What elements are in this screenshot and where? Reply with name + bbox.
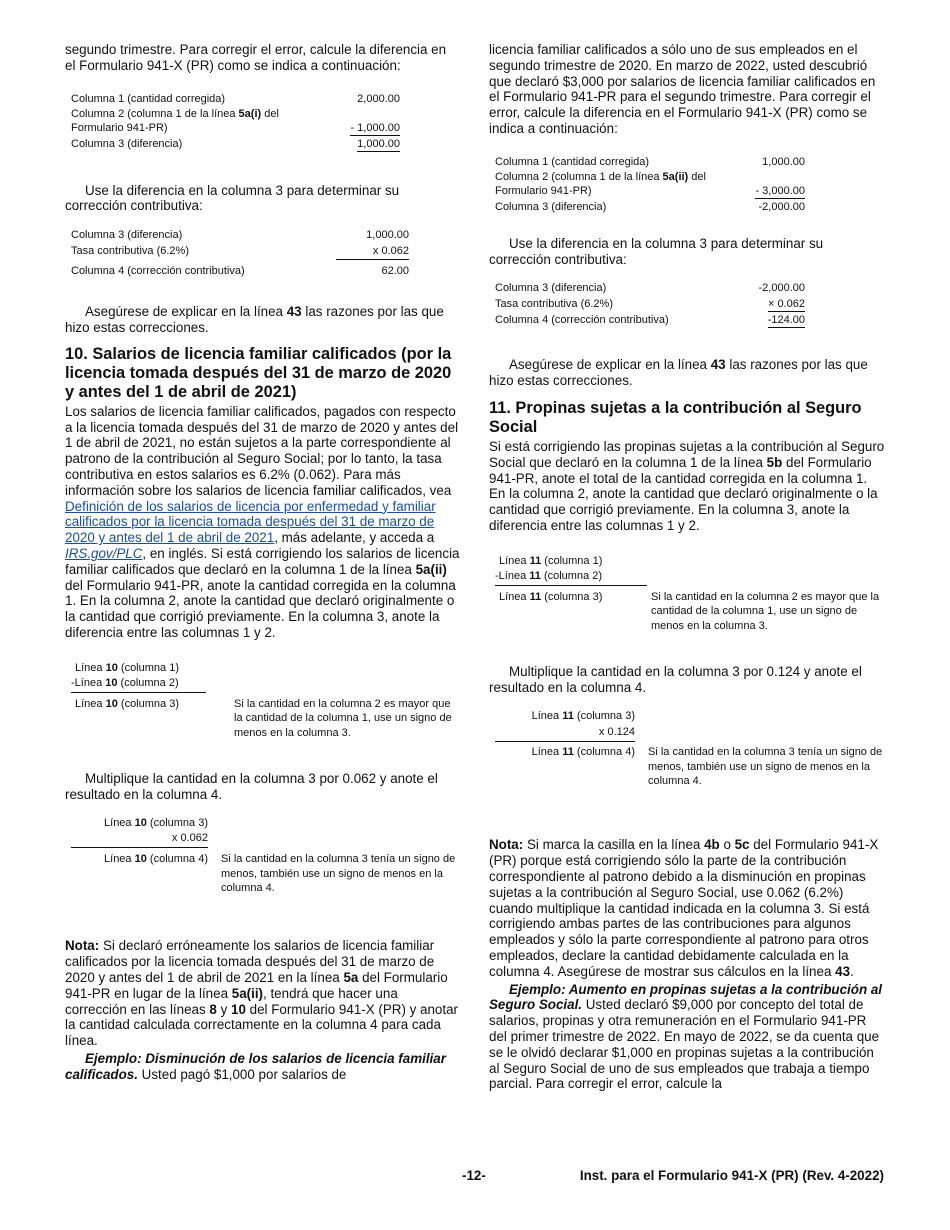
- formula-note: Si la cantidad en la columna 2 es mayor que la cantidad de la columna 1, use un signo de menos en la columna 3.: [234, 697, 452, 739]
- paragraph: Multiplique la cantidad en la columna 3 por 0.062 y anote el resultado en la columna 4.: [65, 770, 438, 802]
- row-label: Tasa contributiva (6.2%): [71, 245, 189, 258]
- formula-line: -Línea 10 (columna 2): [71, 676, 179, 689]
- row-value: 1,000.00: [357, 137, 400, 150]
- row-label: Columna 1 (cantidad corregida): [71, 92, 226, 105]
- formula-note: Si la cantidad en la columna 3 tenía un signo de menos, también use un signo de menos en la columna 4.: [648, 746, 883, 788]
- row-label: Columna 3 (diferencia): [495, 282, 607, 295]
- irs-plc-link[interactable]: IRS.gov/PLC: [65, 545, 143, 561]
- formula-line: Línea 11 (columna 3): [499, 590, 603, 603]
- formula-line: Línea 10 (columna 1): [75, 661, 179, 674]
- formula-line: -Línea 11 (columna 2): [495, 569, 603, 582]
- row-value: 1,000.00: [366, 229, 409, 242]
- row-label: Columna 2 (columna 1 de la línea 5a(i) del: [71, 107, 279, 120]
- row-value: 62.00: [381, 265, 409, 278]
- left-column: [65, 42, 460, 1083]
- note-paragraph: Nota: Si marca la casilla en la línea 4b o 5c del Formulario 941-X (PR) porque está corrigiendo sólo la parte de la contribución correspondiente al patrono debido a la disminución en propinas sujetas a la contribución al Seguro Social, use 0.062 (6.2%) cuando multiplique la cantidad indicada en la columna 3. Si está corrigiendo ambas partes de las contribuciones para algunos empleados y sólo la parte correspondiente al patrono para otros empleados, declare la cantidad debidamente calculada en la columna 4. Asegúrese de mostrar sus cálculos en la línea 43.: [489, 837, 879, 979]
- divider: [336, 259, 409, 260]
- line-formula: [489, 709, 885, 837]
- row-value: × 0.062: [767, 298, 805, 311]
- section-heading: 11. Propinas sujetas a la contribución al Seguro Social: [489, 398, 862, 436]
- formula-line: Línea 11 (columna 3): [531, 710, 635, 723]
- row-value: -2,000.00: [758, 282, 805, 295]
- row-label: Tasa contributiva (6.2%): [495, 298, 613, 311]
- line-formula: [489, 554, 885, 664]
- row-value: 2,000.00: [357, 92, 400, 105]
- calculation-table: [65, 92, 460, 168]
- row-label: Formulario 941-PR): [495, 184, 592, 197]
- formula-line: Línea 11 (columna 4): [531, 746, 635, 759]
- section-heading: 10. Salarios de licencia familiar calificados (por la licencia tomada después del 31 de marzo de 2020 y antes del 1 de abril de 2021): [65, 344, 452, 401]
- row-label: Columna 2 (columna 1 de la línea 5a(ii) del: [495, 170, 706, 183]
- page-number: -12-: [462, 1168, 486, 1183]
- right-column: [489, 42, 885, 1092]
- paragraph: Si está corrigiendo las propinas sujetas a la contribución al Seguro Social que declaró en la columna 1 de la línea 5b del Formulario 941-PR, anote el total de la cantidad corregida en la columna 1. En la columna 2, anote la cantidad que declaró originalmente o la cantidad que corrigió previamente. En la columna 3, anote la diferencia entre las columnas 1 y 2.: [489, 438, 885, 533]
- formula-line: x 0.062: [171, 832, 208, 845]
- paragraph: Use la diferencia en la columna 3 para determinar su corrección contributiva:: [65, 182, 400, 214]
- paragraph: Los salarios de licencia familiar calificados, pagados con respecto a la licencia tomada después del 31 de marzo de 2020 y antes del 1 de abril de 2021, no están sujetos a la parte correspondiente al patrono de la contribución al Seguro Social; por lo tanto, la tasa contributiva en estos salarios es 6.2% (0.062). Para más información sobre los salarios de licencia familiar calificados, vea Definición de los salarios de licencia por enfermedad y familiar calificados por la licencia tomada después del 31 de marzo de 2020 y antes del 1 de abril de 2021, más adelante, y acceda a IRS.gov/PLC, en inglés. Si está corrigiendo los salarios de licencia familiar calificados que declaró en la columna 1 de la línea 5a(ii) del Formulario 941-PR, anote la cantidad corregida en la columna 1. En la columna 2, anote la cantidad que declaró originalmente o la cantidad que corrigió previamente. En la columna 3, anote la diferencia entre las columnas 1 y 2.: [65, 403, 460, 640]
- divider: [495, 585, 647, 586]
- paragraph: Multiplique la cantidad en la columna 3 por 0.124 y anote el resultado en la columna 4.: [489, 663, 862, 695]
- divider: [495, 741, 635, 742]
- row-value: x 0.062: [372, 245, 409, 258]
- calculation-table: [65, 228, 460, 304]
- line-formula: [65, 816, 460, 938]
- example-paragraph: Ejemplo: Disminución de los salarios de licencia familiar calificados. Usted pagó $1,000 por salarios de: [65, 1050, 446, 1082]
- row-value: -2,000.00: [758, 200, 805, 213]
- example-paragraph: Ejemplo: Aumento en propinas sujetas a la contribución al Seguro Social. Usted declaró $9,000 por concepto del total de salarios, propinas y otra remuneración en el Formulario 941-PR del primer trimestre de 2022. En mayo de 2022, se da cuenta que se le olvidó declarar $1,000 en propinas sujetas a la contribución al Seguro Social de uno de sus empleados que trabaja a tiempo parcial. Para corregir el error, calcule la: [489, 981, 883, 1092]
- row-label: Columna 4 (corrección contributiva): [71, 265, 245, 278]
- row-label: Columna 3 (diferencia): [495, 200, 607, 213]
- formula-line: Línea 10 (columna 3): [75, 697, 179, 710]
- formula-line: Línea 10 (columna 3): [104, 817, 208, 830]
- definition-link[interactable]: Definición de los salarios de licencia por enfermedad y familiar calificados por la licencia tomada después del 31 de marzo de 2020 y antes del 1 de abril de 2021: [65, 498, 436, 546]
- note-paragraph: Nota: Si declaró erróneamente los salarios de licencia familiar calificados por la licencia tomada después del 31 de marzo de 2020 y antes del 1 de abril de 2021 en la línea 5a del Formulario 941-PR en lugar de la línea 5a(ii), tendrá que hacer una corrección en las líneas 8 y 10 del Formulario 941-X (PR) y anotar la cantidad calculada correctamente en la columna 4 para cada línea.: [65, 938, 459, 1049]
- formula-line: x 0.124: [598, 726, 635, 739]
- formula-note: Si la cantidad en la columna 2 es mayor que la cantidad de la columna 1, use un signo de menos en la columna 3.: [651, 590, 880, 632]
- calculation-table: [489, 281, 885, 357]
- row-label: Columna 3 (diferencia): [71, 137, 183, 150]
- row-label: Formulario 941-PR): [71, 121, 168, 134]
- row-label: Columna 4 (corrección contributiva): [495, 314, 669, 327]
- formula-line: Línea 10 (columna 4): [104, 853, 208, 866]
- paragraph: licencia familiar calificados a sólo uno de sus empleados en el segundo trimestre de 2020. En marzo de 2022, usted descubrió que declaró $3,000 por salarios de licencia familiar calificados en el Formulario 941-PR para el segundo trimestre. Para corregir el error, calcule la diferencia en el Formulario 941-X (PR) como se indica a continuación:: [489, 42, 876, 136]
- paragraph: Asegúrese de explicar en la línea 43 las razones por las que hizo estas correcciones.: [65, 304, 444, 335]
- paragraph: Asegúrese de explicar en la línea 43 las razones por las que hizo estas correcciones.: [489, 357, 868, 389]
- row-value: 1,000.00: [762, 155, 805, 168]
- row-value: -124.00: [767, 314, 805, 327]
- row-value: - 1,000.00: [350, 121, 400, 134]
- calculation-table: [489, 155, 885, 231]
- line-formula: [65, 661, 460, 771]
- row-value: - 3,000.00: [755, 184, 805, 197]
- divider: [71, 847, 208, 848]
- paragraph: Use la diferencia en la columna 3 para determinar su corrección contributiva:: [489, 235, 824, 267]
- formula-note: Si la cantidad en la columna 3 tenía un signo de menos, también use un signo de menos en la columna 4.: [221, 853, 456, 895]
- row-label: Columna 1 (cantidad corregida): [495, 155, 650, 168]
- formula-line: Línea 11 (columna 1): [499, 554, 603, 567]
- row-label: Columna 3 (diferencia): [71, 229, 183, 242]
- paragraph: segundo trimestre. Para corregir el error, calcule la diferencia en el Formulario 941-X (PR) como se indica a continuación:: [65, 42, 447, 73]
- divider: [71, 692, 206, 693]
- document-title: Inst. para el Formulario 941-X (PR) (Rev. 4-2022): [579, 1168, 884, 1183]
